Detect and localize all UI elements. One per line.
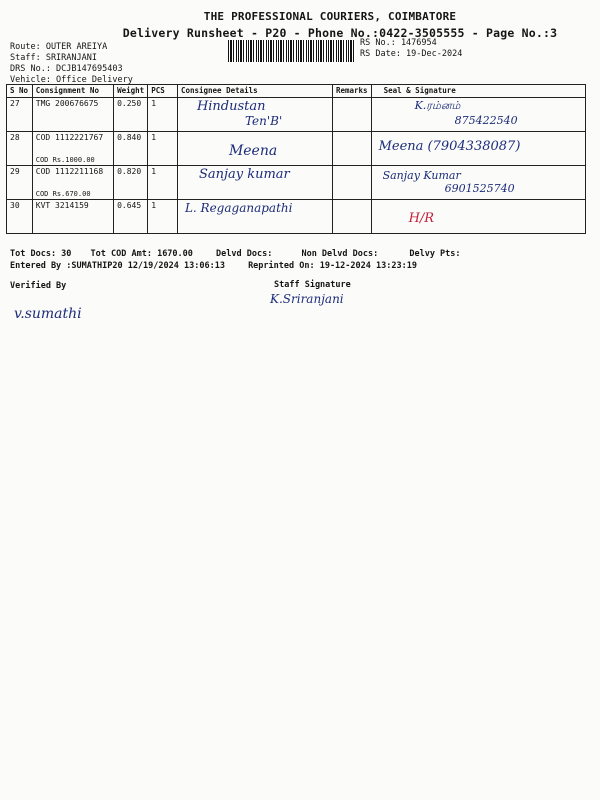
row-weight: 0.840 xyxy=(114,132,148,166)
row-remarks xyxy=(332,166,371,200)
entered-by: Entered By :SUMATHIP20 12/19/2024 13:06:13 xyxy=(10,261,225,271)
row-pcs: 1 xyxy=(148,132,178,166)
row-pcs: 1 xyxy=(148,166,178,200)
rs-number: RS No.: 1476954 xyxy=(360,38,437,48)
drs-number: DRS No.: DCJB147695403 xyxy=(10,64,123,74)
delvy-pts: Delvy Pts: xyxy=(409,249,461,259)
seal-phone: 6901525740 xyxy=(444,182,515,195)
seal-signature: K.ரம்னம் xyxy=(414,99,461,112)
staff: Staff: SRIRANJANI xyxy=(10,53,97,63)
table-row xyxy=(7,98,586,132)
consignment-no: COD 1112221767 xyxy=(35,133,104,142)
row-consignment xyxy=(32,166,113,200)
entry-line xyxy=(10,261,417,271)
row-weight: 0.250 xyxy=(114,98,148,132)
vehicle: Vehicle: Office Delivery xyxy=(10,75,133,85)
delvd-docs: Delvd Docs: xyxy=(216,249,273,259)
consignee-name: L. Regaganapathi xyxy=(184,201,293,215)
cod-amount: COD Rs.670.00 xyxy=(35,190,91,198)
rs-date: RS Date: 19-Dec-2024 xyxy=(360,49,463,59)
barcode xyxy=(228,40,356,62)
row-consignee xyxy=(177,200,332,234)
table-row xyxy=(7,132,586,166)
table-header-row xyxy=(7,85,586,98)
runsheet-title: Delivery Runsheet - P20 - Phone No.:0422-3505555 - Page No.:3 xyxy=(122,26,558,40)
tot-docs: Tot Docs: 30 xyxy=(10,249,72,259)
row-weight: 0.645 xyxy=(114,200,148,234)
row-sno: 30 xyxy=(7,200,33,234)
tot-cod: Tot COD Amt: 1670.00 xyxy=(90,249,193,259)
row-consignment xyxy=(32,200,113,234)
company-name: THE PROFESSIONAL COURIERS, COIMBATORE xyxy=(203,10,457,23)
non-delvd-docs: Non Delvd Docs: xyxy=(301,249,379,259)
seal-phone: 875422540 xyxy=(454,114,518,127)
col-consignment: Consignment No xyxy=(32,85,113,98)
row-seal xyxy=(371,98,585,132)
row-sno: 29 xyxy=(7,166,33,200)
consignment-no: KVT 3214159 xyxy=(35,201,89,210)
row-remarks xyxy=(332,98,371,132)
row-pcs: 1 xyxy=(148,98,178,132)
consignee-name: Sanjay kumar xyxy=(198,167,290,182)
row-consignee xyxy=(177,98,332,132)
row-remarks xyxy=(332,200,371,234)
consignment-no: TMG 200676675 xyxy=(35,99,99,108)
table-row xyxy=(7,166,586,200)
consignee-name: Hindustan xyxy=(196,99,266,114)
seal-stamp: H/R xyxy=(408,211,435,226)
verified-label: Verified By xyxy=(10,281,67,291)
cod-amount: COD Rs.1000.00 xyxy=(35,156,95,164)
col-consignee: Consignee Details xyxy=(177,85,332,98)
row-weight: 0.820 xyxy=(114,166,148,200)
row-seal xyxy=(371,166,585,200)
row-pcs: 1 xyxy=(148,200,178,234)
row-consignee xyxy=(177,166,332,200)
table-row xyxy=(7,200,586,234)
seal-signature: Sanjay Kumar xyxy=(382,169,461,182)
consignment-table xyxy=(6,84,586,234)
verified-signature: v.sumathi xyxy=(14,306,82,322)
row-seal xyxy=(371,132,585,166)
totals-line xyxy=(10,249,461,259)
route: Route: OUTER AREIYA xyxy=(10,42,108,52)
col-pcs: PCS xyxy=(148,85,178,98)
consignee-name: Meena xyxy=(228,143,278,159)
staff-signature-label: Staff Signature xyxy=(274,280,351,290)
row-seal xyxy=(371,200,585,234)
row-remarks xyxy=(332,132,371,166)
staff-signature: K.Sriranjani xyxy=(270,292,344,306)
consignee-name-2: Ten'B' xyxy=(244,114,283,128)
row-consignee xyxy=(177,132,332,166)
row-sno: 28 xyxy=(7,132,33,166)
route-info xyxy=(10,42,133,86)
col-sno: S No xyxy=(7,85,33,98)
row-sno: 27 xyxy=(7,98,33,132)
rs-info xyxy=(360,38,462,60)
row-consignment xyxy=(32,132,113,166)
col-weight: Weight xyxy=(114,85,148,98)
consignment-no: COD 1112211168 xyxy=(35,167,104,176)
col-seal: Seal & Signature xyxy=(371,85,585,98)
col-remarks: Remarks xyxy=(332,85,371,98)
row-consignment xyxy=(32,98,113,132)
reprinted-on: Reprinted On: 19-12-2024 13:23:19 xyxy=(248,261,417,271)
seal-signature: Meena (7904338087) xyxy=(378,139,521,154)
